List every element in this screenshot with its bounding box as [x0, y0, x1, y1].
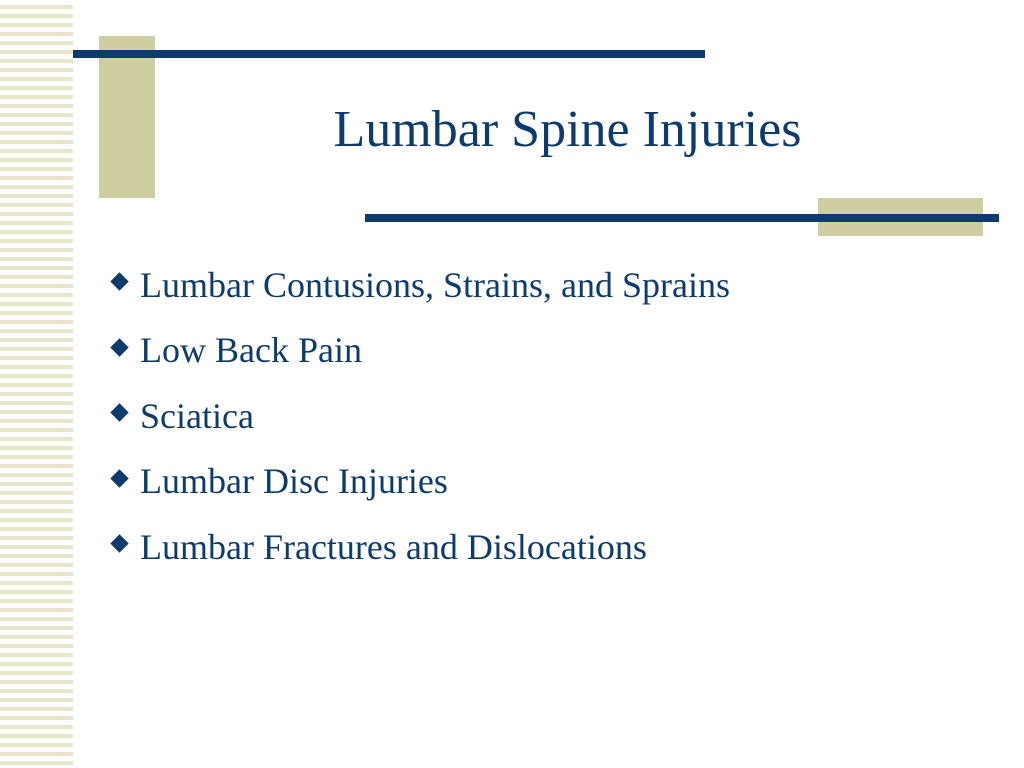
diamond-bullet-icon	[110, 404, 128, 422]
diamond-bullet-icon	[110, 273, 128, 291]
list-item	[105, 383, 730, 449]
diamond-bullet-icon	[110, 469, 128, 487]
bullet-text: Low Back Pain	[140, 330, 362, 371]
slide-title: Lumbar Spine Injuries	[333, 101, 802, 158]
list-item	[105, 514, 730, 580]
list-item	[105, 318, 730, 384]
diamond-bullet-icon	[110, 338, 128, 356]
bullet-text: Lumbar Disc Injuries	[140, 461, 448, 502]
accent-block-top	[99, 36, 155, 198]
bullet-list	[105, 252, 730, 580]
list-item	[105, 252, 730, 318]
accent-line-top	[73, 50, 705, 58]
bullet-text: Lumbar Fractures and Dislocations	[140, 526, 647, 567]
diamond-bullet-icon	[110, 535, 128, 553]
list-item	[105, 449, 730, 515]
accent-line-bottom	[365, 214, 999, 222]
bullet-text: Sciatica	[140, 395, 254, 436]
striped-margin-decoration	[0, 0, 73, 768]
bullet-text: Lumbar Contusions, Strains, and Sprains	[140, 264, 730, 305]
